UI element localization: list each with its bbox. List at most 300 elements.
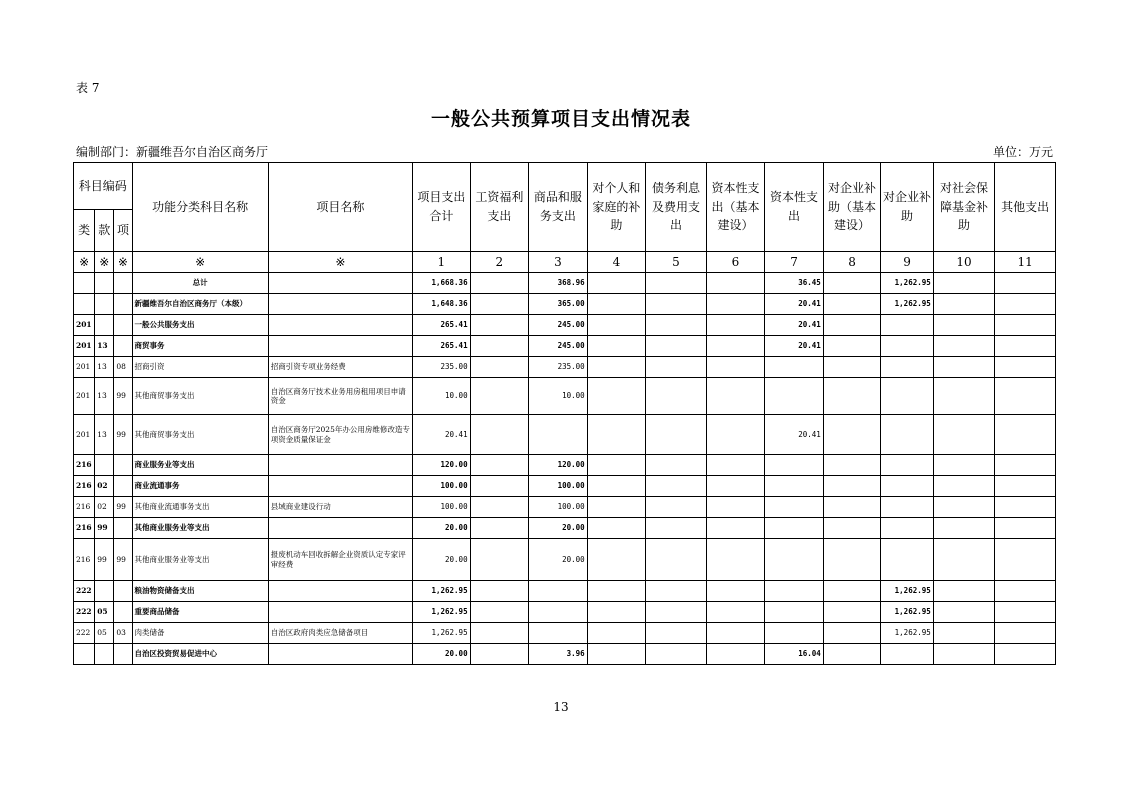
cell-kuan: 99	[95, 539, 114, 581]
table-row	[74, 455, 1056, 476]
mark-col-1: 1	[413, 252, 471, 273]
cell-xiang	[114, 273, 132, 294]
cell-col-1: 10.00	[413, 378, 471, 415]
cell-col-10	[933, 497, 995, 518]
cell-col-4	[587, 581, 646, 602]
cell-col-3	[529, 581, 588, 602]
cell-col-8	[823, 602, 881, 623]
cell-func: 商贸事务	[132, 336, 268, 357]
cell-col-3	[529, 623, 588, 644]
cell-project	[268, 644, 412, 665]
cell-project	[268, 476, 412, 497]
cell-project	[268, 455, 412, 476]
cell-col-11	[995, 315, 1056, 336]
cell-col-9	[881, 539, 933, 581]
cell-col-10	[933, 315, 995, 336]
cell-lei: 222	[74, 602, 95, 623]
cell-lei: 201	[74, 357, 95, 378]
cell-col-2	[470, 415, 529, 455]
cell-col-10	[933, 455, 995, 476]
cell-kuan: 13	[95, 336, 114, 357]
header-col-4: 对个人和家庭的补助	[587, 163, 646, 252]
cell-xiang	[114, 644, 132, 665]
cell-lei: 216	[74, 497, 95, 518]
cell-col-6	[706, 623, 765, 644]
cell-project	[268, 581, 412, 602]
cell-func: 粮油物资储备支出	[132, 581, 268, 602]
cell-col-7	[765, 378, 824, 415]
cell-col-5	[646, 497, 707, 518]
cell-col-4	[587, 294, 646, 315]
cell-col-6	[706, 539, 765, 581]
cell-col-1: 1,668.36	[413, 273, 471, 294]
table-row	[74, 581, 1056, 602]
table-body	[74, 273, 1056, 665]
table-row	[74, 357, 1056, 378]
cell-col-6	[706, 581, 765, 602]
header-col-5: 债务利息及费用支出	[646, 163, 707, 252]
cell-col-5	[646, 315, 707, 336]
cell-col-9: 1,262.95	[881, 273, 933, 294]
cell-col-9	[881, 518, 933, 539]
cell-col-5	[646, 518, 707, 539]
cell-col-3: 235.00	[529, 357, 588, 378]
cell-col-8	[823, 273, 881, 294]
cell-col-4	[587, 476, 646, 497]
cell-col-10	[933, 273, 995, 294]
cell-col-8	[823, 581, 881, 602]
cell-col-7	[765, 476, 824, 497]
cell-col-9	[881, 357, 933, 378]
cell-col-2	[470, 315, 529, 336]
cell-col-2	[470, 357, 529, 378]
cell-col-4	[587, 539, 646, 581]
cell-col-9	[881, 378, 933, 415]
cell-col-11	[995, 415, 1056, 455]
cell-col-4	[587, 455, 646, 476]
cell-col-10	[933, 357, 995, 378]
mark-col-4: 4	[587, 252, 646, 273]
cell-col-8	[823, 357, 881, 378]
cell-project: 自治区商务厅技术业务用房租用项目申请资金	[268, 378, 412, 415]
cell-col-2	[470, 378, 529, 415]
cell-col-9	[881, 455, 933, 476]
cell-col-2	[470, 602, 529, 623]
cell-col-1: 20.41	[413, 415, 471, 455]
cell-col-11	[995, 623, 1056, 644]
cell-col-9	[881, 644, 933, 665]
cell-col-4	[587, 357, 646, 378]
cell-col-1: 1,262.95	[413, 623, 471, 644]
cell-col-5	[646, 602, 707, 623]
cell-col-3: 100.00	[529, 476, 588, 497]
cell-project: 自治区政府肉类应急储备项目	[268, 623, 412, 644]
cell-col-11	[995, 476, 1056, 497]
cell-lei: 216	[74, 518, 95, 539]
cell-col-11	[995, 455, 1056, 476]
header-kuan: 款	[95, 210, 114, 252]
cell-col-3: 100.00	[529, 497, 588, 518]
cell-col-8	[823, 644, 881, 665]
cell-col-6	[706, 315, 765, 336]
cell-col-11	[995, 644, 1056, 665]
cell-col-7: 20.41	[765, 294, 824, 315]
cell-kuan: 05	[95, 623, 114, 644]
mark-col-6: 6	[706, 252, 765, 273]
cell-col-3	[529, 602, 588, 623]
cell-col-11	[995, 273, 1056, 294]
cell-col-10	[933, 476, 995, 497]
cell-col-1: 265.41	[413, 336, 471, 357]
cell-kuan: 02	[95, 476, 114, 497]
table-row	[74, 476, 1056, 497]
table-row	[74, 378, 1056, 415]
cell-col-8	[823, 623, 881, 644]
cell-xiang	[114, 315, 132, 336]
table-row	[74, 315, 1056, 336]
cell-col-2	[470, 644, 529, 665]
cell-xiang	[114, 294, 132, 315]
cell-col-6	[706, 602, 765, 623]
cell-lei: 216	[74, 539, 95, 581]
cell-col-5	[646, 273, 707, 294]
page-title: 一般公共预算项目支出情况表	[430, 108, 691, 130]
cell-xiang	[114, 518, 132, 539]
cell-xiang: 99	[114, 415, 132, 455]
cell-col-11	[995, 497, 1056, 518]
header-col-7: 资本性支出	[765, 163, 824, 252]
cell-lei	[74, 294, 95, 315]
cell-col-6	[706, 455, 765, 476]
cell-xiang: 08	[114, 357, 132, 378]
cell-lei: 222	[74, 581, 95, 602]
cell-lei	[74, 273, 95, 294]
cell-col-4	[587, 378, 646, 415]
header-col-6: 资本性支出（基本建设）	[706, 163, 765, 252]
cell-func: 商业流通事务	[132, 476, 268, 497]
cell-col-10	[933, 378, 995, 415]
cell-project: 自治区商务厅2025年办公用房维修改造专项资金质量保证金	[268, 415, 412, 455]
cell-col-7	[765, 602, 824, 623]
cell-project	[268, 294, 412, 315]
cell-project	[268, 273, 412, 294]
table-row	[74, 336, 1056, 357]
mark-kuan: ※	[95, 252, 114, 273]
cell-col-8	[823, 378, 881, 415]
cell-col-6	[706, 476, 765, 497]
cell-project: 县域商业建设行动	[268, 497, 412, 518]
header-col-1: 项目支出合计	[413, 163, 471, 252]
header-subject-code: 科目编码	[74, 163, 133, 210]
cell-col-6	[706, 273, 765, 294]
cell-col-7: 20.41	[765, 315, 824, 336]
table-row	[74, 623, 1056, 644]
cell-col-9: 1,262.95	[881, 294, 933, 315]
cell-col-9	[881, 336, 933, 357]
cell-col-11	[995, 336, 1056, 357]
cell-kuan: 13	[95, 415, 114, 455]
mark-col-3: 3	[529, 252, 588, 273]
table-row	[74, 644, 1056, 665]
cell-col-7	[765, 539, 824, 581]
cell-col-5	[646, 336, 707, 357]
cell-project	[268, 315, 412, 336]
cell-col-10	[933, 518, 995, 539]
header-func-name: 功能分类科目名称	[132, 163, 268, 252]
cell-xiang	[114, 336, 132, 357]
table-number: 表 7	[76, 81, 100, 95]
cell-col-2	[470, 581, 529, 602]
cell-col-2	[470, 623, 529, 644]
cell-col-5	[646, 581, 707, 602]
header-col-3: 商品和服务支出	[529, 163, 588, 252]
cell-col-2	[470, 497, 529, 518]
cell-col-1: 1,262.95	[413, 581, 471, 602]
cell-func: 重要商品储备	[132, 602, 268, 623]
header-xiang: 项	[114, 210, 132, 252]
cell-col-2	[470, 294, 529, 315]
mark-col-5: 5	[646, 252, 707, 273]
cell-col-4	[587, 415, 646, 455]
cell-col-3: 20.00	[529, 518, 588, 539]
cell-col-6	[706, 357, 765, 378]
cell-col-5	[646, 644, 707, 665]
cell-col-10	[933, 294, 995, 315]
budget-table	[73, 162, 1056, 665]
cell-col-2	[470, 336, 529, 357]
cell-xiang: 03	[114, 623, 132, 644]
cell-col-9	[881, 415, 933, 455]
cell-xiang: 99	[114, 378, 132, 415]
cell-col-9: 1,262.95	[881, 602, 933, 623]
table-row	[74, 273, 1056, 294]
cell-col-6	[706, 294, 765, 315]
header-col-11: 其他支出	[995, 163, 1056, 252]
cell-col-2	[470, 539, 529, 581]
cell-project	[268, 336, 412, 357]
cell-col-3	[529, 415, 588, 455]
header-lei: 类	[74, 210, 95, 252]
cell-col-1: 235.00	[413, 357, 471, 378]
cell-lei: 201	[74, 378, 95, 415]
cell-xiang	[114, 476, 132, 497]
cell-col-3: 10.00	[529, 378, 588, 415]
cell-project	[268, 602, 412, 623]
cell-col-7: 20.41	[765, 415, 824, 455]
cell-col-9	[881, 315, 933, 336]
table-header	[74, 163, 1056, 273]
cell-col-3: 120.00	[529, 455, 588, 476]
table-row	[74, 539, 1056, 581]
cell-col-7: 16.04	[765, 644, 824, 665]
cell-col-8	[823, 497, 881, 518]
cell-col-6	[706, 336, 765, 357]
cell-func: 一般公共服务支出	[132, 315, 268, 336]
cell-col-8	[823, 415, 881, 455]
cell-col-3: 245.00	[529, 336, 588, 357]
cell-col-8	[823, 315, 881, 336]
unit-label: 单位：万元	[993, 145, 1054, 159]
cell-func: 其他商业服务业等支出	[132, 539, 268, 581]
cell-col-6	[706, 497, 765, 518]
table-row	[74, 602, 1056, 623]
table-row	[74, 294, 1056, 315]
cell-col-1: 20.00	[413, 644, 471, 665]
cell-col-6	[706, 644, 765, 665]
cell-col-10	[933, 539, 995, 581]
cell-col-10	[933, 623, 995, 644]
cell-col-3: 365.00	[529, 294, 588, 315]
table-row	[74, 415, 1056, 455]
cell-col-2	[470, 476, 529, 497]
cell-func: 招商引资	[132, 357, 268, 378]
cell-kuan: 13	[95, 378, 114, 415]
cell-func: 总计	[132, 273, 268, 294]
cell-col-4	[587, 336, 646, 357]
cell-col-8	[823, 518, 881, 539]
cell-col-5	[646, 294, 707, 315]
cell-col-11	[995, 581, 1056, 602]
cell-col-7	[765, 518, 824, 539]
cell-kuan	[95, 581, 114, 602]
cell-col-8	[823, 476, 881, 497]
cell-col-7: 20.41	[765, 336, 824, 357]
header-col-10: 对社会保障基金补助	[933, 163, 995, 252]
cell-col-10	[933, 581, 995, 602]
cell-col-5	[646, 623, 707, 644]
cell-kuan	[95, 273, 114, 294]
cell-col-5	[646, 476, 707, 497]
cell-col-6	[706, 415, 765, 455]
cell-col-5	[646, 455, 707, 476]
cell-kuan: 99	[95, 518, 114, 539]
cell-col-3: 245.00	[529, 315, 588, 336]
cell-col-11	[995, 378, 1056, 415]
cell-col-1: 20.00	[413, 539, 471, 581]
cell-func: 新疆维吾尔自治区商务厅（本级）	[132, 294, 268, 315]
cell-col-8	[823, 294, 881, 315]
cell-col-11	[995, 539, 1056, 581]
cell-col-6	[706, 378, 765, 415]
cell-col-1: 265.41	[413, 315, 471, 336]
mark-col-9: 9	[881, 252, 933, 273]
cell-project: 报废机动车回收拆解企业资质认定专家评审经费	[268, 539, 412, 581]
header-col-8: 对企业补助（基本建设）	[823, 163, 881, 252]
cell-col-3: 20.00	[529, 539, 588, 581]
cell-lei: 201	[74, 415, 95, 455]
cell-col-11	[995, 518, 1056, 539]
cell-func: 商业服务业等支出	[132, 455, 268, 476]
cell-col-2	[470, 455, 529, 476]
cell-col-11	[995, 294, 1056, 315]
cell-func: 其他商业服务业等支出	[132, 518, 268, 539]
mark-func: ※	[132, 252, 268, 273]
cell-kuan: 02	[95, 497, 114, 518]
cell-kuan	[95, 455, 114, 476]
cell-col-2	[470, 273, 529, 294]
department-label: 编制部门：新疆维吾尔自治区商务厅	[76, 145, 269, 159]
cell-col-1: 100.00	[413, 497, 471, 518]
page-number: 13	[553, 700, 569, 714]
table-row	[74, 518, 1056, 539]
cell-col-4	[587, 623, 646, 644]
table-row	[74, 497, 1056, 518]
cell-kuan	[95, 315, 114, 336]
header-col-2: 工资福利支出	[470, 163, 529, 252]
cell-col-3: 3.96	[529, 644, 588, 665]
cell-kuan	[95, 294, 114, 315]
cell-lei: 222	[74, 623, 95, 644]
cell-col-1: 1,648.36	[413, 294, 471, 315]
cell-xiang: 99	[114, 539, 132, 581]
cell-col-8	[823, 539, 881, 581]
cell-col-7	[765, 455, 824, 476]
cell-col-4	[587, 644, 646, 665]
cell-func: 肉类储备	[132, 623, 268, 644]
header-col-9: 对企业补助	[881, 163, 933, 252]
cell-col-11	[995, 602, 1056, 623]
cell-lei: 201	[74, 315, 95, 336]
cell-func: 其他商贸事务支出	[132, 415, 268, 455]
cell-col-4	[587, 273, 646, 294]
cell-col-5	[646, 415, 707, 455]
mark-project: ※	[268, 252, 412, 273]
cell-col-10	[933, 602, 995, 623]
cell-col-9	[881, 476, 933, 497]
cell-col-3: 368.96	[529, 273, 588, 294]
cell-col-8	[823, 336, 881, 357]
cell-col-5	[646, 378, 707, 415]
cell-col-7	[765, 357, 824, 378]
cell-lei: 201	[74, 336, 95, 357]
cell-col-4	[587, 497, 646, 518]
mark-col-10: 10	[933, 252, 995, 273]
mark-xiang: ※	[114, 252, 132, 273]
cell-col-10	[933, 415, 995, 455]
cell-col-1: 120.00	[413, 455, 471, 476]
cell-col-8	[823, 455, 881, 476]
header-project-name: 项目名称	[268, 163, 412, 252]
cell-col-7	[765, 581, 824, 602]
cell-lei	[74, 644, 95, 665]
cell-xiang	[114, 455, 132, 476]
cell-col-4	[587, 602, 646, 623]
cell-col-7: 36.45	[765, 273, 824, 294]
cell-xiang	[114, 581, 132, 602]
cell-lei: 216	[74, 455, 95, 476]
cell-func: 自治区投资贸易促进中心	[132, 644, 268, 665]
cell-col-7	[765, 497, 824, 518]
cell-col-2	[470, 518, 529, 539]
mark-col-8: 8	[823, 252, 881, 273]
mark-col-7: 7	[765, 252, 824, 273]
mark-lei: ※	[74, 252, 95, 273]
cell-kuan	[95, 644, 114, 665]
cell-kuan: 13	[95, 357, 114, 378]
mark-col-2: 2	[470, 252, 529, 273]
cell-project: 招商引资专项业务经费	[268, 357, 412, 378]
cell-col-1: 1,262.95	[413, 602, 471, 623]
cell-lei: 216	[74, 476, 95, 497]
cell-kuan: 05	[95, 602, 114, 623]
cell-col-11	[995, 357, 1056, 378]
cell-col-5	[646, 357, 707, 378]
cell-col-5	[646, 539, 707, 581]
cell-func: 其他商贸事务支出	[132, 378, 268, 415]
cell-col-4	[587, 315, 646, 336]
cell-xiang	[114, 602, 132, 623]
cell-col-9	[881, 497, 933, 518]
